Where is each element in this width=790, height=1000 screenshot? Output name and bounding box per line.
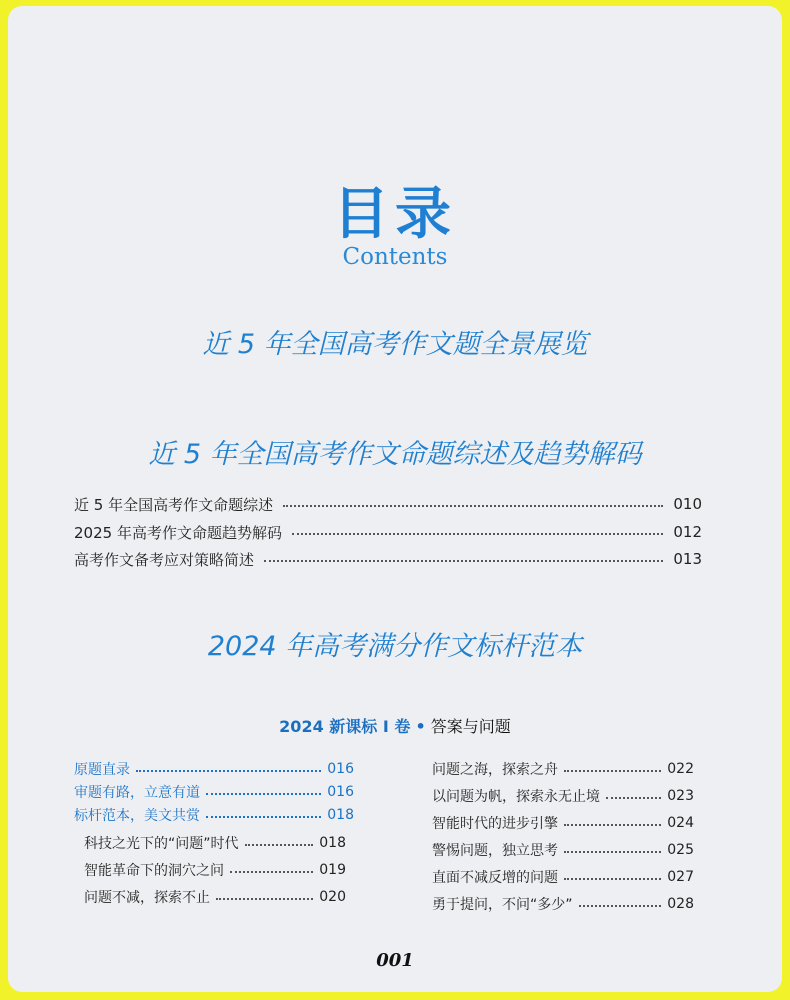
toc-entry[interactable] — [74, 781, 354, 803]
toc-entry-page: 018 — [327, 807, 354, 823]
toc-entry[interactable] — [432, 893, 694, 915]
section-heading-essays: 2024 年高考满分作文标杆范本 — [207, 631, 583, 662]
toc-entry[interactable] — [74, 758, 354, 780]
toc-entry-label: 审题有路，立意有道 — [74, 785, 200, 801]
leader-dots — [206, 793, 321, 795]
page-title: 目录 — [333, 182, 457, 247]
toc-entry[interactable] — [432, 812, 694, 834]
toc-entry-label: 标杆范本，美文共赏 — [74, 808, 200, 824]
leader-dots — [230, 871, 313, 873]
toc-entry[interactable] — [432, 839, 694, 861]
subsection-heading — [8, 714, 782, 737]
leader-dots — [216, 898, 313, 900]
page-number: 001 — [376, 950, 414, 971]
leader-dots — [292, 533, 663, 535]
leader-dots — [136, 770, 321, 772]
leader-dots — [245, 844, 314, 846]
leader-dots — [606, 797, 661, 799]
toc-entry-page: 013 — [673, 550, 702, 568]
book-page — [8, 6, 782, 992]
toc-entry-page: 016 — [327, 784, 354, 800]
leader-dots — [206, 816, 321, 818]
toc-entry-page: 025 — [667, 842, 694, 858]
toc-entry-label: 近 5 年全国高考作文命题综述 — [74, 495, 274, 514]
toc-entry-label: 智能革命下的洞穴之问 — [84, 863, 224, 879]
toc-entry-label: 问题之海，探索之舟 — [432, 762, 558, 778]
subsection-heading-main: 2024 新课标 I 卷 — [279, 717, 411, 736]
toc-entry-page: 020 — [319, 889, 346, 905]
toc-entry[interactable] — [432, 758, 694, 780]
toc-entry-page: 010 — [673, 495, 702, 513]
toc-entry-label: 警惕问题，独立思考 — [432, 843, 558, 859]
toc-entry-label: 问题不减，探索不止 — [84, 890, 210, 906]
leader-dots — [564, 851, 661, 853]
toc-entry[interactable] — [84, 832, 346, 854]
section-heading-panorama: 近 5 年全国高考作文题全景展览 — [202, 329, 588, 360]
toc-entry-label: 高考作文备考应对策略简述 — [74, 550, 255, 569]
toc-entry[interactable] — [84, 859, 346, 881]
subsection-heading-rest: 答案与问题 — [430, 717, 511, 736]
toc-entry-label: 以问题为帆，探索永无止境 — [432, 789, 600, 805]
toc-entry-page: 022 — [667, 761, 694, 777]
leader-dots — [564, 824, 661, 826]
toc-entry-label: 原题直录 — [74, 762, 130, 778]
leader-dots — [264, 560, 663, 562]
toc-entry[interactable] — [74, 492, 702, 516]
toc-entry-page: 016 — [327, 761, 354, 777]
leader-dots — [579, 905, 662, 907]
toc-entry[interactable] — [84, 886, 346, 908]
toc-entry[interactable] — [74, 520, 702, 544]
toc-entry-label: 勇于提问，不问“多少” — [432, 897, 573, 913]
toc-entry-page: 018 — [319, 835, 346, 851]
toc-entry-page: 012 — [673, 523, 702, 541]
toc-entry-page: 027 — [667, 869, 694, 885]
toc-entry[interactable] — [432, 866, 694, 888]
toc-entry-label: 2025 年高考作文命题趋势解码 — [74, 523, 282, 542]
page-subtitle: Contents — [342, 244, 448, 270]
toc-entry[interactable] — [432, 785, 694, 807]
toc-entry-label: 智能时代的进步引擎 — [432, 816, 558, 832]
subsection-heading-bullet: • — [415, 717, 426, 736]
toc-entry-page: 024 — [667, 815, 694, 831]
toc-entry-page: 019 — [319, 862, 346, 878]
toc-entry-label: 直面不减反增的问题 — [432, 870, 558, 886]
leader-dots — [283, 505, 663, 507]
toc-entry[interactable] — [74, 547, 702, 571]
toc-entry[interactable] — [74, 804, 354, 826]
leader-dots — [564, 878, 661, 880]
section-heading-review: 近 5 年全国高考作文命题综述及趋势解码 — [148, 439, 642, 470]
toc-entry-page: 023 — [667, 788, 694, 804]
leader-dots — [564, 770, 661, 772]
toc-entry-label: 科技之光下的“问题”时代 — [84, 836, 239, 852]
toc-entry-page: 028 — [667, 896, 694, 912]
